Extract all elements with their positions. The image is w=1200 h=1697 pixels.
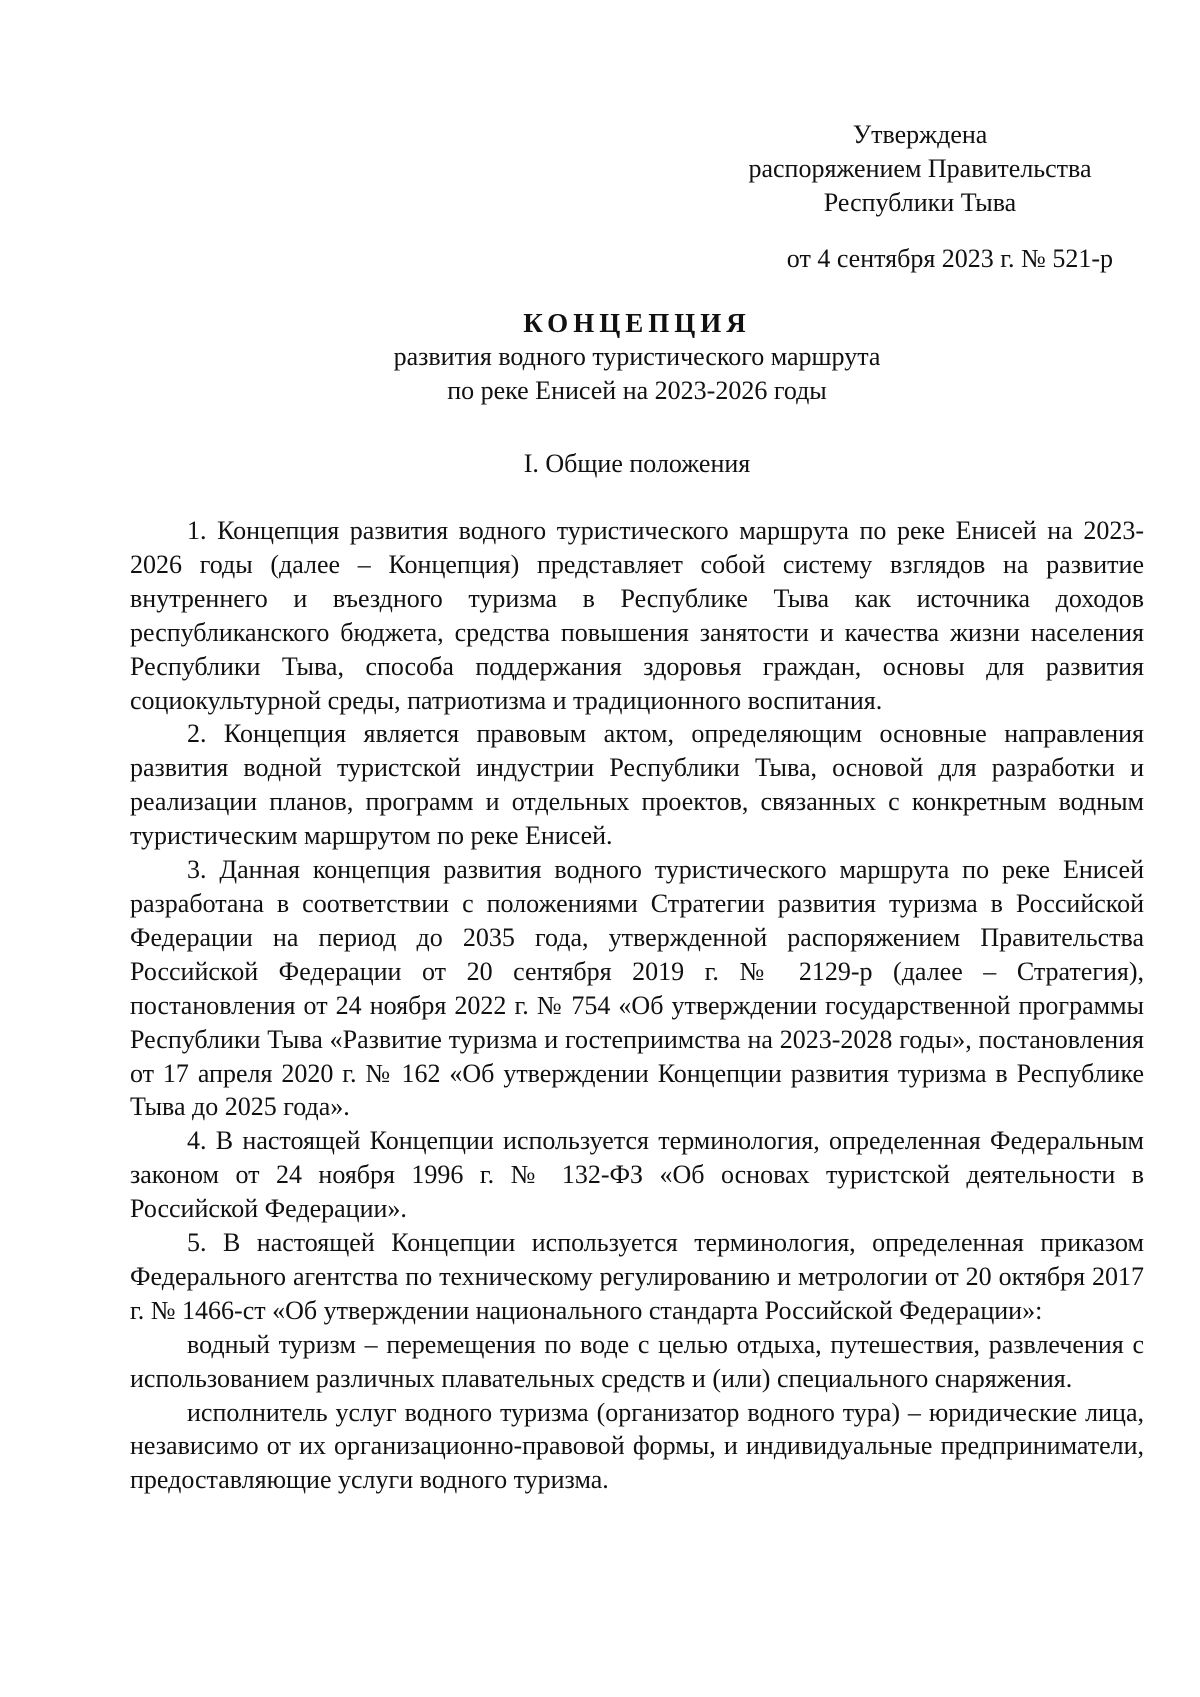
definition-service-provider: исполнитель услуг водного туризма (организатор водного тура) – юридические лица, независимо от их организационно-правовой формы, и индивидуальные предприниматели, предоставляющие услуги водного туризма. (130, 1397, 1144, 1495)
paragraph-3: 3. Данная концепция развития водного туристического маршрута по реке Енисей разработана в соответствии с положениями Стратегии развития туризма в Российской Федерации на период до 2035 года, утвержденной распоряжением Правительства Российской Федерации от 20 сентября 2019 г. № 2129-р (далее – Стратегия), постановления от 24 ноября 2022 г. № 754 «Об утверждении государственной программы Республики Тыва «Развитие туризма и гостеприимства на 2023-2028 годы», постановления от 17 апреля 2020 г. № 162 «Об утверждении Концепции развития туризма в Республике Тыва до 2025 года». (130, 855, 1144, 1122)
paragraph-2: 2. Концепция является правовым актом, определяющим основные направления развития водной туристской индустрии Республики Тыва, основой для разработки и реализации планов, программ и отдельных проектов, связанных с конкретным водным туристическим маршрутом по реке Енисей. (130, 719, 1144, 851)
approval-line-order: распоряжением Правительства (748, 154, 1092, 183)
approval-stamp-block (700, 118, 1140, 276)
document-subtitle-line-2: по реке Енисей на 2023-2026 годы (447, 376, 827, 405)
paragraph-4: 4. В настоящей Концепции используется терминология, определенная Федеральным законом от 24 ноября 1996 г. № 132-ФЗ «Об основах туристской деятельности в Российской Федерации». (130, 1126, 1144, 1224)
paragraph-5: 5. В настоящей Концепции используется терминология, определенная приказом Федерального агентства по техническому регулированию и метрологии от 20 октября 2017 г. № 1466-ст «Об утверждении национального стандарта Российской Федерации»: (130, 1228, 1144, 1325)
document-title-block (130, 306, 1144, 408)
paragraph-1: 1. Концепция развития водного туристического маршрута по реке Енисей на 2023-2026 годы (далее – Концепция) представляет собой систему взглядов на развитие внутреннего и въездного туризма в Республике Тыва как источника доходов республиканского бюджета, средства повышения занятости и качества жизни населения Республики Тыва, способа поддержания здоровья граждан, основы для развития социокультурной среды, патриотизма и традиционного воспитания. (130, 516, 1144, 715)
definition-water-tourism: водный туризм – перемещения по воде с целью отдыха, путешествия, развлечения с использованием различных плавательных средств и (или) специального снаряжения. (130, 1329, 1144, 1393)
document-title: КОНЦЕПЦИЯ (523, 308, 751, 338)
section-heading: I. Общие положения (523, 449, 751, 478)
document-body (130, 514, 1144, 1497)
document-subtitle-line-1: развития водного туристического маршрута (393, 342, 881, 371)
approval-date: от 4 сентября 2023 г. № 521-р (786, 244, 1113, 273)
approval-line-republic: Республики Тыва (823, 188, 1017, 217)
approval-line-approved: Утверждена (852, 120, 988, 149)
